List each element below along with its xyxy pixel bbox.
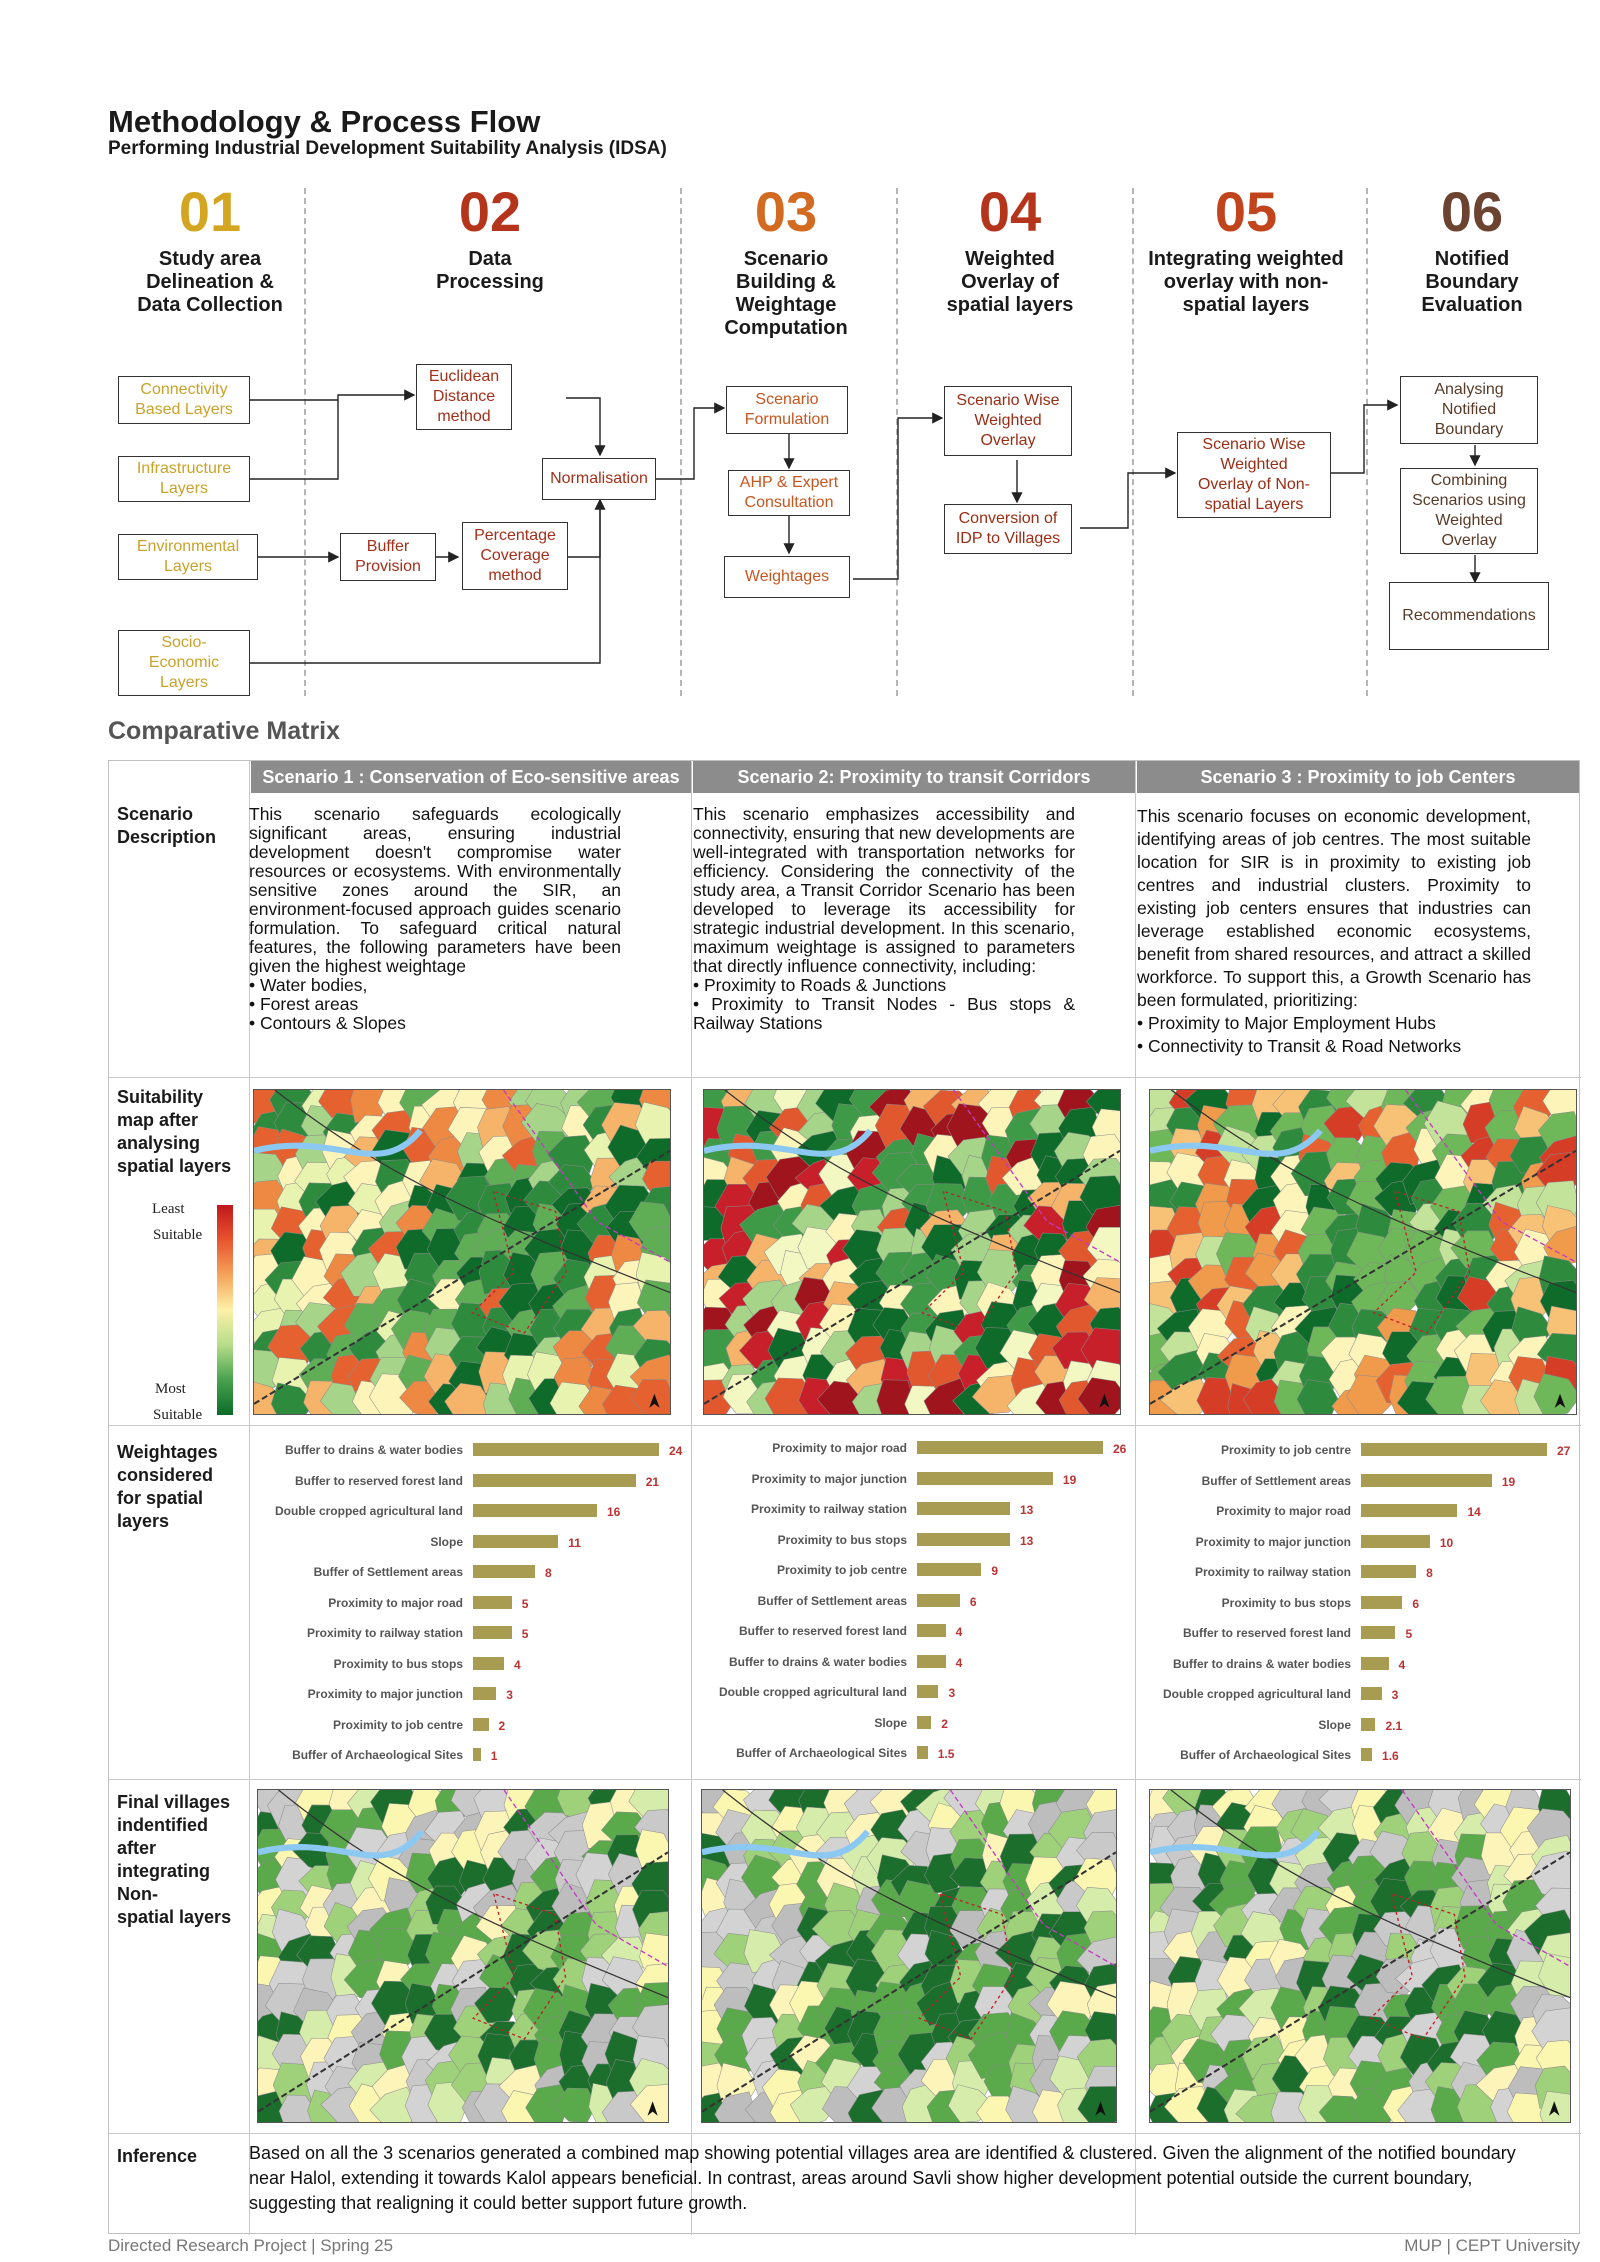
- bar-category-label: Proximity to major junction: [307, 1687, 463, 1701]
- comparative-matrix: [108, 760, 1580, 2234]
- bar: [473, 1596, 512, 1609]
- bar: [917, 1594, 960, 1607]
- bar-value-label: 6: [1412, 1596, 1420, 1611]
- bar-value-label: 27: [1557, 1444, 1571, 1458]
- bar: [917, 1563, 981, 1576]
- description-bullet: • Proximity to Roads & Junctions: [693, 975, 947, 995]
- bar-category-label: Proximity to major road: [772, 1441, 907, 1455]
- bar-category-label: Buffer of Archaeological Sites: [1180, 1748, 1351, 1762]
- bar-category-label: Buffer to reserved forest land: [738, 1624, 907, 1638]
- bar-value-label: 4: [955, 1625, 963, 1639]
- legend-least: Least: [152, 1201, 185, 1217]
- bar-value-label: 1: [490, 1749, 498, 1763]
- description-bullet: • Forest areas: [249, 994, 359, 1014]
- bar-value-label: 11: [568, 1535, 581, 1550]
- bar-category-label: Double cropped agricultural land: [1162, 1687, 1351, 1701]
- bar: [917, 1472, 1053, 1485]
- flow-box-ahp: AHP & Expert Consultation: [728, 470, 850, 516]
- bar-category-label: Proximity to bus stops: [1221, 1595, 1351, 1610]
- bar: [917, 1502, 1010, 1515]
- bar: [1361, 1687, 1382, 1700]
- bar-category-label: Buffer of Settlement areas: [1201, 1473, 1351, 1488]
- scenario-1-description: [249, 805, 621, 1033]
- bar-value-label: 1.5: [937, 1747, 955, 1761]
- weightage-chart-scenario-3: [1137, 1431, 1577, 1771]
- legend-gradient: [217, 1205, 233, 1415]
- bar-category-label: Proximity to bus stops: [777, 1532, 907, 1547]
- bar-value-label: 16: [607, 1505, 621, 1519]
- bar-value-label: 5: [1405, 1627, 1413, 1641]
- bar: [1361, 1535, 1430, 1548]
- bar: [473, 1657, 504, 1670]
- bar-category-label: Slope: [1318, 1717, 1351, 1732]
- bar: [473, 1626, 512, 1639]
- final-villages-map-scenario-3: [1149, 1789, 1571, 2123]
- row-label-weightages: Weightages considered for spatial layers: [117, 1442, 218, 1531]
- flow-box-recommendations: Recommendations: [1389, 582, 1549, 650]
- bar-category-label: Buffer to drains & water bodies: [1172, 1656, 1351, 1671]
- bar-category-label: Buffer to drains & water bodies: [728, 1654, 907, 1669]
- legend-most: Most: [155, 1381, 186, 1397]
- step-divider: [680, 188, 682, 696]
- bar-value-label: 5: [521, 1596, 529, 1611]
- bar: [1361, 1596, 1402, 1609]
- bar-category-label: Proximity to railway station: [1194, 1565, 1351, 1579]
- bar-category-label: Proximity to major road: [1216, 1504, 1351, 1518]
- row-label-inference: Inference: [117, 2146, 198, 2166]
- bar: [1361, 1748, 1372, 1761]
- bar-category-label: Proximity to job centre: [1220, 1443, 1351, 1457]
- step-divider: [1132, 188, 1134, 696]
- bar-value-label: 2: [941, 1716, 948, 1731]
- bar: [1361, 1504, 1457, 1517]
- bar-value-label: 13: [1020, 1533, 1034, 1548]
- bar: [917, 1441, 1103, 1454]
- description-text: This scenario focuses on economic development, identifying areas of job centres. The most suitable location for SIR is in proximity to existing job centres and industrial clusters. Proximity to existing job centers ensures that industries can leverage established economic ecosystems, benefit from shared resources, and attract a skilled workforce. To support this, a Growth Scenario has been formulated, prioritizing:: [1137, 806, 1531, 1010]
- bar-category-label: Proximity to job centre: [776, 1563, 907, 1577]
- step-divider: [1366, 188, 1368, 696]
- step-number: 01: [178, 180, 242, 243]
- bar-value-label: 24: [669, 1444, 683, 1458]
- weightage-chart-scenario-2: [693, 1429, 1133, 1769]
- step-label: Integrating weighted overlay with non- spatial layers: [1148, 248, 1344, 316]
- matrix-header-scenario-1: Scenario 1 : Conservation of Eco-sensitive areas: [251, 761, 691, 793]
- bar-category-label: Buffer to drains & water bodies: [284, 1443, 463, 1457]
- step-label: Study area Delineation & Data Collection: [137, 248, 283, 316]
- bar-value-label: 8: [545, 1566, 552, 1580]
- matrix-header-scenario-3: Scenario 3 : Proximity to job Centers: [1137, 761, 1579, 793]
- bar-value-label: 2.1: [1385, 1718, 1403, 1733]
- step-number: 04: [978, 180, 1042, 243]
- bar-value-label: 4: [1398, 1657, 1406, 1672]
- bar-value-label: 13: [1020, 1503, 1034, 1517]
- step-number: 03: [754, 180, 818, 243]
- bar: [917, 1655, 946, 1668]
- suitability-map-scenario-1: [253, 1089, 671, 1415]
- description-bullet: • Proximity to Transit Nodes - Bus stops & Railway Stations: [693, 994, 1075, 1033]
- bar: [473, 1687, 496, 1700]
- bar-category-label: Double cropped agricultural land: [718, 1685, 907, 1699]
- scenario-3-description: [1137, 805, 1531, 1058]
- bar-value-label: 4: [514, 1657, 521, 1672]
- bar: [473, 1443, 659, 1456]
- flow-box-scenario-overlay: Scenario Wise Weighted Overlay: [944, 386, 1072, 456]
- suitability-map-scenario-3: [1149, 1089, 1577, 1415]
- flow-box-infrastructure: Infrastructure Layers: [118, 456, 250, 502]
- step-divider: [304, 188, 306, 696]
- bar-category-label: Buffer to reserved forest land: [294, 1473, 463, 1488]
- description-bullet: • Contours & Slopes: [249, 1013, 406, 1033]
- flow-box-weightages: Weightages: [724, 556, 850, 598]
- bar-category-label: Proximity to railway station: [306, 1626, 463, 1640]
- description-bullet: • Connectivity to Transit & Road Networks: [1137, 1036, 1462, 1056]
- bar: [473, 1504, 597, 1517]
- bar-value-label: 3: [948, 1686, 956, 1700]
- step-number: 05: [1214, 180, 1278, 243]
- bar-value-label: 26: [1113, 1442, 1127, 1456]
- bar-value-label: 3: [506, 1688, 513, 1702]
- bar: [917, 1716, 931, 1729]
- bar: [917, 1746, 928, 1759]
- bar-value-label: 5: [521, 1627, 529, 1641]
- step-number: 02: [458, 180, 522, 243]
- bar: [917, 1624, 946, 1637]
- bar-value-label: 6: [969, 1594, 977, 1609]
- bar-category-label: Buffer of Settlement areas: [313, 1565, 463, 1579]
- inference-text: Based on all the 3 scenarios generated a combined map showing potential villages area are identified & clustered. Given the alignment of the notified boundary near Halol, extending it towards Kalol appears beneficial. In contrast, areas around Savli show higher development potential outside the current boundary, suggesting that realigning it could better support future growth.: [249, 2143, 1516, 2213]
- bar-category-label: Buffer of Archaeological Sites: [736, 1746, 907, 1760]
- flow-box-socio-economic: Socio- Economic Layers: [118, 630, 250, 696]
- step-label: Data Processing: [436, 248, 544, 293]
- flow-box-buffer: Buffer Provision: [340, 533, 436, 581]
- scenario-2-description: [693, 805, 1075, 1033]
- description-text: This scenario emphasizes accessibility and connectivity, ensuring that new developments are well-integrated with transportation networks for efficiency. Considering the connectivity of the study area, a Transit Corridor Scenario has been developed to leverage its accessibility for strategic industrial development. In this scenario, maximum weightage is assigned to parameters that directly influence connectivity, including:: [693, 804, 1075, 976]
- description-bullet: • Proximity to Major Employment Hubs: [1137, 1013, 1436, 1033]
- bar-value-label: 9: [991, 1564, 999, 1578]
- flow-box-nonspatial-overlay: Scenario Wise Weighted Overlay of Non- spatial Layers: [1177, 432, 1331, 518]
- page-subtitle: Performing Industrial Development Suitability Analysis (IDSA): [108, 138, 667, 159]
- bar-value-label: 19: [1062, 1472, 1077, 1487]
- bar: [1361, 1657, 1389, 1670]
- bar: [917, 1685, 938, 1698]
- bar: [473, 1718, 489, 1731]
- description-text: This scenario safeguards ecologically significant areas, ensuring industrial development doesn't compromise water resources or ecosystems. With environmentally sensitive zones around the SIR, an environment-focused approach guides scenario formulation. To safeguard critical natural features, the following parameters have been given the highest weightage: [249, 804, 621, 976]
- final-villages-map-scenario-1: [257, 1789, 669, 2123]
- bar-value-label: 14: [1467, 1505, 1481, 1519]
- flow-box-conversion: Conversion of IDP to Villages: [944, 504, 1072, 554]
- weightage-chart-scenario-1: [249, 1431, 689, 1771]
- bar: [1361, 1443, 1547, 1456]
- bar: [473, 1748, 481, 1761]
- bar-category-label: Proximity to major junction: [751, 1471, 907, 1486]
- bar: [473, 1565, 535, 1578]
- flow-box-normalisation: Normalisation: [542, 458, 656, 500]
- bar-category-label: Proximity to major junction: [1195, 1534, 1351, 1549]
- row-label-description: Scenario Description: [117, 804, 217, 847]
- flow-box-analysing: Analysing Notified Boundary: [1400, 376, 1538, 444]
- bar-category-label: Slope: [430, 1534, 463, 1549]
- bar: [473, 1535, 558, 1548]
- bar-value-label: 4: [955, 1655, 963, 1670]
- footer-left: Directed Research Project | Spring 25: [108, 2236, 394, 2255]
- description-bullet: • Water bodies,: [249, 975, 368, 995]
- bar-value-label: 1.6: [1382, 1749, 1399, 1763]
- bar-category-label: Double cropped agricultural land: [274, 1504, 463, 1518]
- bar-category-label: Proximity to job centre: [332, 1717, 463, 1732]
- flow-box-connectivity: Connectivity Based Layers: [118, 376, 250, 424]
- row-label-final-villages: Final villages indentified after integrating Non- spatial layers: [117, 1792, 232, 1927]
- flow-box-euclidean: Euclidean Distance method: [416, 364, 512, 430]
- bar-value-label: 8: [1426, 1566, 1433, 1580]
- bar-category-label: Buffer to reserved forest land: [1182, 1626, 1351, 1640]
- bar-value-label: 21: [645, 1474, 660, 1489]
- flow-box-combining: Combining Scenarios using Weighted Overlay: [1400, 468, 1538, 554]
- legend-suitable-top: Suitable: [153, 1227, 203, 1243]
- bar-value-label: 2: [498, 1718, 506, 1733]
- flow-box-scenario-formulation: Scenario Formulation: [726, 386, 848, 434]
- bar-category-label: Proximity to railway station: [750, 1502, 907, 1516]
- matrix-title: Comparative Matrix: [108, 717, 341, 745]
- flow-box-environmental: Environmental Layers: [118, 534, 258, 580]
- bar-category-label: Proximity to major road: [328, 1595, 463, 1610]
- bar-category-label: Proximity to bus stops: [333, 1656, 463, 1671]
- suitability-map-scenario-2: [703, 1089, 1121, 1415]
- bar-value-label: 10: [1439, 1535, 1454, 1550]
- final-villages-map-scenario-2: [701, 1789, 1117, 2123]
- bar: [1361, 1626, 1395, 1639]
- bar: [473, 1474, 636, 1487]
- bar-value-label: 3: [1391, 1688, 1399, 1702]
- flow-box-percentage: Percentage Coverage method: [462, 522, 568, 590]
- step-number: 06: [1440, 180, 1504, 243]
- matrix-header-scenario-2: Scenario 2: Proximity to transit Corridors: [693, 761, 1135, 793]
- footer-right: MUP | CEPT University: [1404, 2236, 1580, 2255]
- page-title: Methodology & Process Flow: [108, 104, 541, 139]
- bar: [1361, 1718, 1375, 1731]
- bar-category-label: Slope: [874, 1715, 907, 1730]
- step-label: Weighted Overlay of spatial layers: [946, 248, 1074, 316]
- step-divider: [896, 188, 898, 696]
- bar: [917, 1533, 1010, 1546]
- step-label: Scenario Building & Weightage Computation: [724, 248, 848, 339]
- bar-value-label: 19: [1501, 1474, 1516, 1489]
- bar-category-label: Buffer of Settlement areas: [757, 1593, 907, 1608]
- step-label: Notified Boundary Evaluation: [1421, 248, 1523, 316]
- bar: [1361, 1474, 1492, 1487]
- bar-category-label: Buffer of Archaeological Sites: [292, 1748, 463, 1762]
- row-label-suitability: Suitability map after analysing spatial layers: [117, 1087, 232, 1176]
- legend-suitable-bottom: Suitable: [153, 1407, 203, 1423]
- bar: [1361, 1565, 1416, 1578]
